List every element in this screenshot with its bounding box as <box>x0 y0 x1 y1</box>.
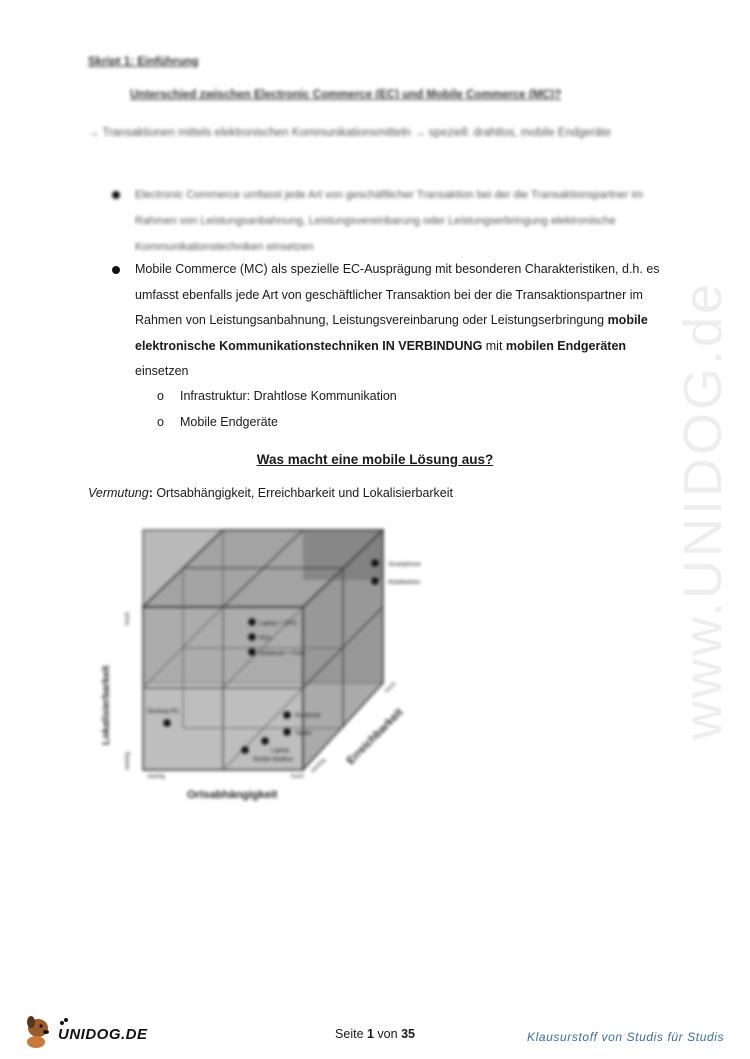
assumption-colon: : <box>148 486 153 500</box>
point-label-notebook-funk: Notebook + Funk <box>259 651 305 657</box>
page-mid: von <box>373 1027 402 1041</box>
point-label-tablet: Tablet <box>295 731 312 737</box>
tick-z-low: niedrig <box>310 757 328 775</box>
point-label-desktop-pc: Desktop-PC <box>147 709 180 715</box>
point-tablet <box>283 728 291 736</box>
script-heading: Skript 1: Einführung <box>88 56 199 68</box>
assumption-text: Ortsabhängigkeit, Erreichbarkeit und Lokalisierbarkeit <box>152 486 454 500</box>
mc-text-part2: mit <box>482 338 506 353</box>
point-label-laptop-gps: Laptop + GPS <box>259 621 297 627</box>
point-laptop-gps <box>248 618 256 626</box>
tick-y-top: hoch <box>125 611 131 625</box>
point-notebook <box>283 711 291 719</box>
point-label-smartphone: Smartphone <box>388 562 421 568</box>
logo-text: UNIDOG.DE <box>58 1026 148 1043</box>
point-smartphone <box>371 559 379 567</box>
intro-line: → Transaktionen mittels elektronischen Kommunikationsmitteln → speziell: drahtlos, mobile Endgeräte <box>88 127 611 139</box>
mc-bold-2: mobilen Endgeräten <box>505 338 627 353</box>
axis-label-z: Erreichbarkeit <box>344 706 406 768</box>
bullet-mc-text <box>135 257 663 385</box>
sub-marker: o <box>157 389 164 403</box>
mc-text-part1: Mobile Commerce (MC) als spezielle EC-Ausprägung mit besonderen Charakteristiken, d.h. es umfasst ebenfalls jede Art von geschäftlicher Transaktion bei der die Transaktionspartner im Rahmen von Leistungsanbahnung, Leistungsvereinbarung oder Leistungserbringung <box>135 262 660 327</box>
mc-text-part3: einsetzen <box>135 364 189 378</box>
bullet-dot <box>112 266 120 274</box>
tick-z-high: hoch <box>384 680 398 695</box>
point-label-mobile-phone: Mobiltelefon <box>388 580 421 586</box>
point-laptop <box>261 737 269 745</box>
point-desktop-pc <box>163 719 171 727</box>
axis-label-y: Lokalisierbarkeit <box>101 665 112 745</box>
point-pda <box>248 633 256 641</box>
tick-x-right: hoch <box>291 774 305 780</box>
watermark: www.UNIDOG.de <box>673 280 733 740</box>
assumption-line <box>88 486 453 500</box>
point-label-laptop: Laptop <box>271 748 290 754</box>
paw-icon <box>64 1018 68 1022</box>
point-notebook-funk <box>248 648 256 656</box>
page-prefix: Seite <box>335 1027 367 1041</box>
sub-item-devices: Mobile Endgeräte <box>180 415 278 429</box>
axis-label-x: Ortsabhängigkeit <box>187 789 278 801</box>
bullet-ec-text: Electronic Commerce umfasst jede Art von geschäftlicher Transaktion bei der die Transaktionspartner im Rahmen von Leistungsanbahnung, Leistungsvereinbarung oder Leistungserbringung elektronische Kommunikationstechniken einsetzen <box>135 189 644 253</box>
section-heading: Unterschied zwischen Electronic Commerce (EC) und Mobile Commerce (MC)? <box>130 89 562 101</box>
page-total: 35 <box>401 1027 415 1041</box>
tick-y-bottom: niedrig <box>125 751 131 770</box>
assumption-label: Vermutung <box>88 486 149 500</box>
sub-item-infrastructure: Infrastruktur: Drahtlose Kommunikation <box>180 389 397 403</box>
point-label-mobile-mailbox: Mobile Mailbox <box>253 757 294 763</box>
question-heading: Was macht eine mobile Lösung aus? <box>256 452 494 467</box>
point-label-notebook: Notebook <box>295 713 321 719</box>
mc-bold-1: mobile elektronische Kommunikationstechniken IN VERBINDUNG <box>135 313 648 353</box>
page-current: 1 <box>367 1027 374 1041</box>
sub-marker: o <box>157 415 164 429</box>
bullet-dot <box>112 191 120 199</box>
point-label-pda: PDA <box>259 636 272 642</box>
cube-figure <box>95 525 440 805</box>
footer-tagline: Klausurstoff von Studis für Studis <box>527 1030 725 1044</box>
point-mobile-phone <box>371 577 379 585</box>
tick-x-left: niedrig <box>147 774 166 780</box>
point-mobile-mailbox <box>241 746 249 754</box>
paw-icon <box>60 1021 64 1025</box>
